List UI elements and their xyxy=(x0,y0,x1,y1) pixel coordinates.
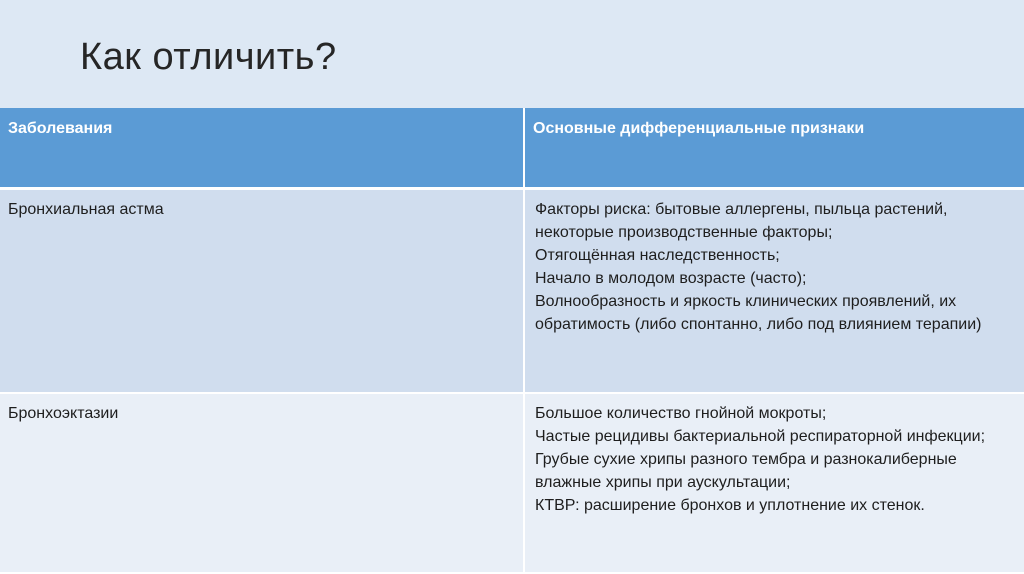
table-row xyxy=(0,393,1024,573)
header-diseases: Заболевания xyxy=(0,108,524,189)
sign-item: Большое количество гнойной мокроты; xyxy=(535,405,827,422)
slide-title: Как отличить? xyxy=(80,36,337,78)
signs-cell xyxy=(524,189,1024,394)
sign-item: Факторы риска: бытовые аллергены, пыльца растений, некоторые производственные факторы; xyxy=(535,201,948,241)
diff-table xyxy=(0,108,1024,574)
sign-item: Отягощённая наследственность; xyxy=(535,247,780,264)
disease-cell: Бронхиальная астма xyxy=(0,189,524,394)
sign-item: Грубые сухие хрипы разного тембра и разнокалиберные влажные хрипы при аускультации; xyxy=(535,451,957,491)
sign-item: Начало в молодом возрасте (часто); xyxy=(535,270,807,287)
sign-item: Частые рецидивы бактериальной респираторной инфекции; xyxy=(535,428,986,445)
signs-cell xyxy=(524,393,1024,573)
header-signs: Основные дифференциальные признаки xyxy=(524,108,1024,189)
sign-item: Волнообразность и яркость клинических проявлений, их обратимость (либо спонтанно, либо под влиянием терапии) xyxy=(535,293,982,333)
table-row xyxy=(0,189,1024,394)
table-header-row xyxy=(0,108,1024,189)
disease-cell: Бронхоэктазии xyxy=(0,393,524,573)
sign-item: КТВР: расширение бронхов и уплотнение их стенок. xyxy=(535,497,925,514)
